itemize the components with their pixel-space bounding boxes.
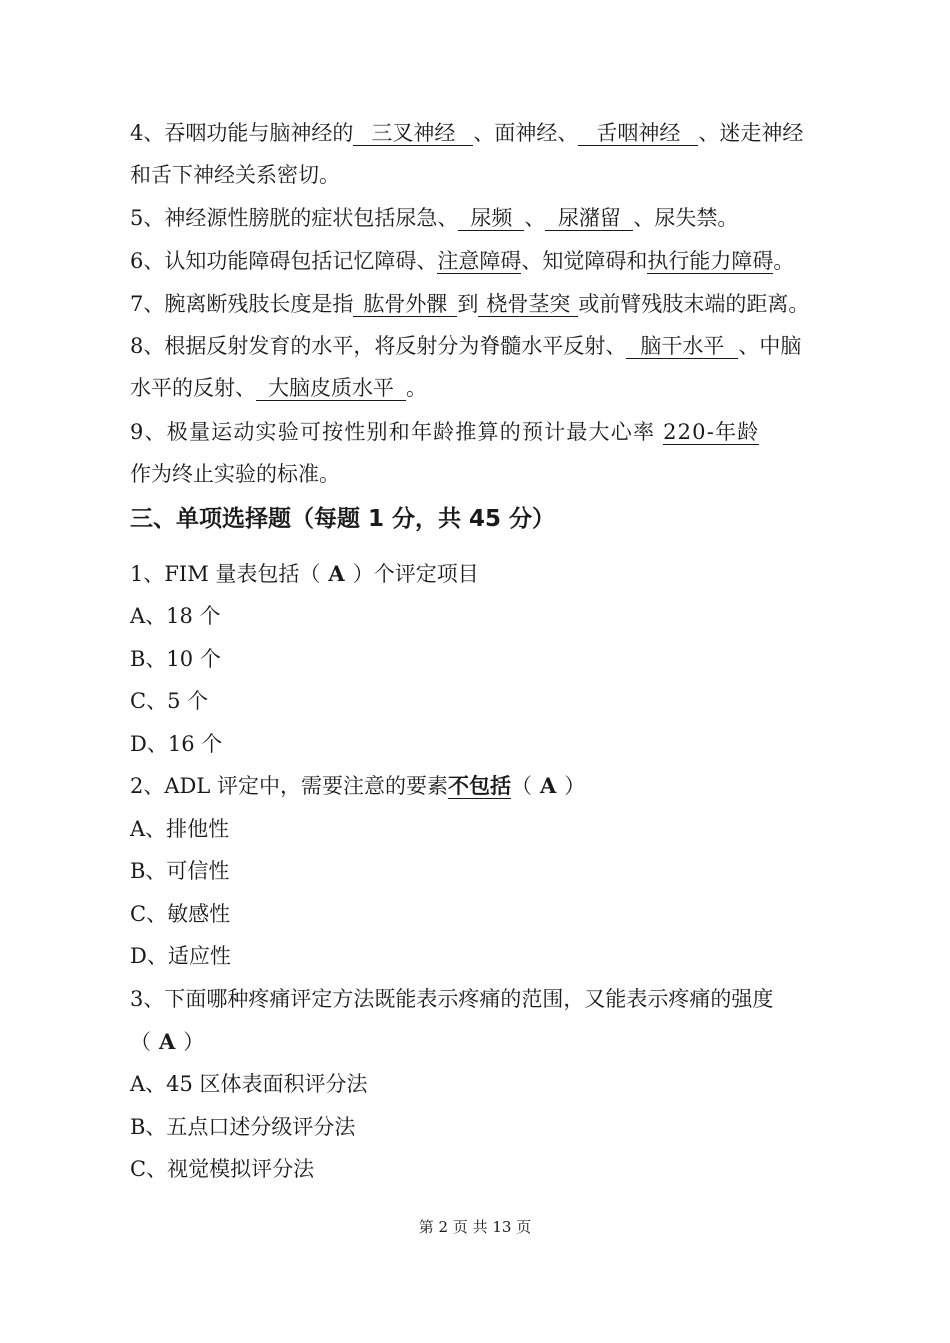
q2-close: ） <box>564 774 586 798</box>
q2-option-b: B、可信性 <box>130 859 230 883</box>
q1-answer: A <box>328 561 345 586</box>
q7-blank1: 肱骨外髁 <box>353 292 457 317</box>
q2-prefix: 2、ADL 评定中，需要注意的要素 <box>130 774 448 798</box>
q5-suffix: 、尿失禁。 <box>633 206 739 230</box>
q4-blank1: 三叉神经 <box>353 121 473 146</box>
q1-option-b: B、10 个 <box>130 647 221 671</box>
q3-option-a: A、45 区体表面积评分法 <box>130 1072 368 1096</box>
q6-blank2: 执行能力障碍 <box>647 249 774 273</box>
q2-emphasis: 不包括 <box>447 773 511 798</box>
q4-mid1: 、面神经、 <box>473 121 579 145</box>
q8-blank2: 大脑皮质水平 <box>256 376 406 401</box>
choice-q1 <box>130 559 479 589</box>
q5-line <box>130 203 738 233</box>
q1-option-c: C、5 个 <box>130 689 209 713</box>
q8-prefix: 8、根据反射发育的水平，将反射分为脊髓水平反射、 <box>130 334 627 358</box>
q1-prefix: 1、FIM 量表包括（ <box>130 562 321 586</box>
q5-mid1: 、 <box>524 206 546 230</box>
q1-option-d: D、16 个 <box>130 732 223 756</box>
q1-suffix: ）个评定项目 <box>352 562 479 586</box>
q2-open: （ <box>510 774 532 798</box>
q2-option-c: C、敏感性 <box>130 902 231 926</box>
q2-option-d: D、适应性 <box>130 944 231 968</box>
q3-option-c: C、视觉模拟评分法 <box>130 1157 315 1181</box>
q7-suffix: 或前臂残肢末端的距离。 <box>578 292 810 316</box>
q3-close: ） <box>183 1030 205 1054</box>
q2-option-a: A、排他性 <box>130 817 230 841</box>
q9-prefix: 9、极量运动实验可按性别和年龄推算的预计最大心率 <box>130 420 656 444</box>
q6-mid1: 、知觉障碍和 <box>521 249 648 273</box>
section-heading: 三、单项选择题（每题 1 分，共 45 分） <box>130 506 556 532</box>
choice-q3: 3、下面哪种疼痛评定方法既能表示疼痛的范围，又能表示疼痛的强度 <box>130 987 774 1011</box>
q9-blank1: 220-年龄 <box>663 420 760 444</box>
q8-suffix: 、中脑 <box>738 334 802 358</box>
q3-answer-line <box>130 1027 204 1057</box>
q4-line1 <box>130 118 803 148</box>
q7-prefix: 7、腕离断残肢长度是指 <box>130 292 354 316</box>
q3-answer: A <box>159 1029 176 1054</box>
q5-blank2: 尿潴留 <box>545 206 633 231</box>
q4-line2: 和舌下神经关系密切。 <box>130 163 340 187</box>
q3-open: （ <box>130 1030 151 1054</box>
q8-line2-prefix: 水平的反射、 <box>130 376 256 400</box>
choice-q2 <box>130 771 585 801</box>
q6-prefix: 6、认知功能障碍包括记忆障碍、 <box>130 249 438 273</box>
q6-blank1: 注意障碍 <box>437 249 522 273</box>
q9-line2: 作为终止实验的标准。 <box>130 462 340 486</box>
q6-suffix: 。 <box>773 249 795 273</box>
q9-line1 <box>130 417 759 447</box>
q8-line2-suffix: 。 <box>406 376 427 400</box>
q3-option-b: B、五点口述分级评分法 <box>130 1115 356 1139</box>
q4-suffix: 、迷走神经 <box>698 121 804 145</box>
q8-blank1: 脑干水平 <box>626 334 738 359</box>
q8-line1 <box>130 331 801 361</box>
q5-blank1: 尿频 <box>458 206 524 231</box>
q7-line <box>130 289 809 319</box>
q7-blank2: 桡骨茎突 <box>478 292 578 317</box>
q4-blank2: 舌咽神经 <box>578 121 698 146</box>
q2-answer: A <box>539 773 557 798</box>
q1-option-a: A、18 个 <box>130 604 221 628</box>
q6-line <box>130 246 794 276</box>
q4-prefix: 4、吞咽功能与脑神经的 <box>130 121 354 145</box>
page-footer: 第 2 页 共 13 页 <box>418 1218 532 1236</box>
q5-prefix: 5、神经源性膀胱的症状包括尿急、 <box>130 206 459 230</box>
q7-mid1: 到 <box>457 292 479 316</box>
q8-line2 <box>130 373 427 403</box>
